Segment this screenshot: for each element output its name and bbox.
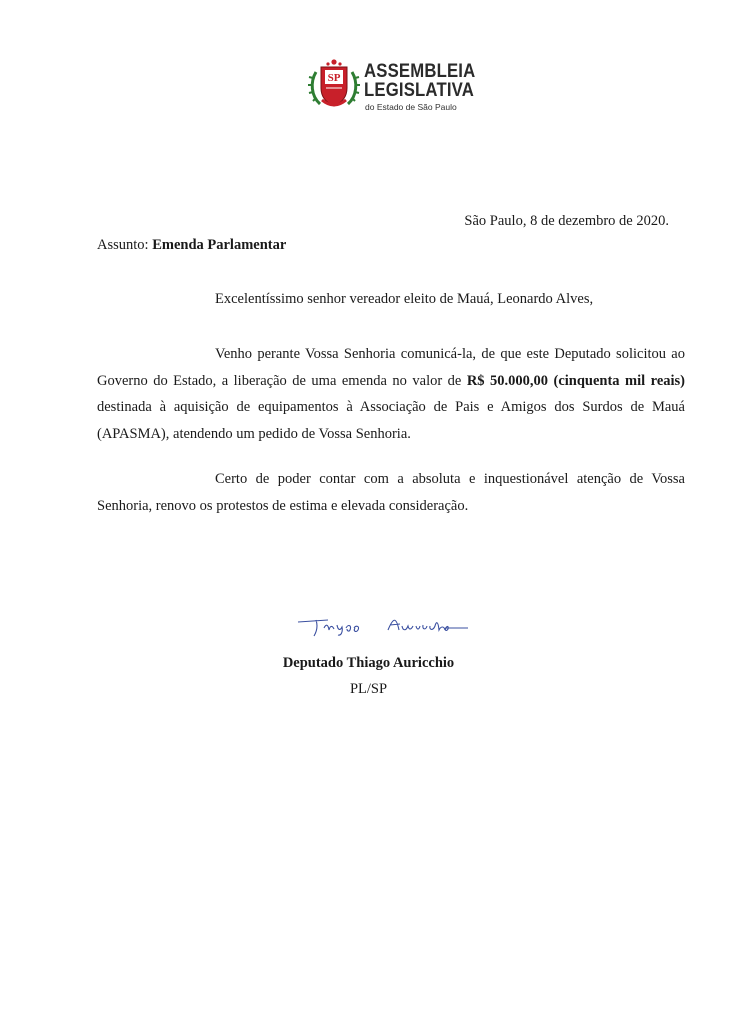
- body-paragraph-2: [97, 466, 685, 519]
- seal-text: SP: [327, 72, 341, 84]
- place-date: São Paulo, 8 de dezembro de 2020.: [464, 213, 669, 229]
- org-name-line1: ASSEMBLEIA: [364, 61, 476, 82]
- sao-paulo-seal-icon: [308, 58, 360, 112]
- assembly-logo: [308, 58, 488, 114]
- amount-text: R$ 50.000,00 (cinquenta mil reais): [466, 372, 686, 389]
- subject-label: Assunto:: [97, 237, 149, 253]
- subject-value: Emenda Parlamentar: [152, 237, 287, 253]
- salutation: Excelentíssimo senhor vereador eleito de Mauá, Leonardo Alves,: [215, 291, 594, 307]
- org-subtitle: do Estado de São Paulo: [365, 102, 457, 112]
- handwritten-signature: [296, 612, 471, 638]
- signer-name: Deputado Thiago Auricchio: [282, 655, 455, 671]
- paragraph1-part1: Venho perante Vossa Senhoria comunicá-la, de que este Deputado solicitou ao Governo do Estado, a liberação de uma emenda no valor de: [97, 346, 685, 389]
- org-name-line2: LEGISLATIVA: [364, 80, 474, 101]
- paragraph1-part2: destinada à aquisição de equipamentos à Associação de Pais e Amigos dos Surdos de Mauá (APASMA), atendendo um pedido de Vossa Senhoria.: [97, 399, 685, 442]
- body-paragraph-1: [97, 341, 685, 447]
- subject-line: [97, 237, 286, 254]
- paragraph2-text: Certo de poder contar com a absoluta e inquestionável atenção de Vossa Senhoria, renovo os protestos de estima e elevada consideração.: [97, 471, 685, 514]
- signer-party: PL/SP: [349, 681, 388, 697]
